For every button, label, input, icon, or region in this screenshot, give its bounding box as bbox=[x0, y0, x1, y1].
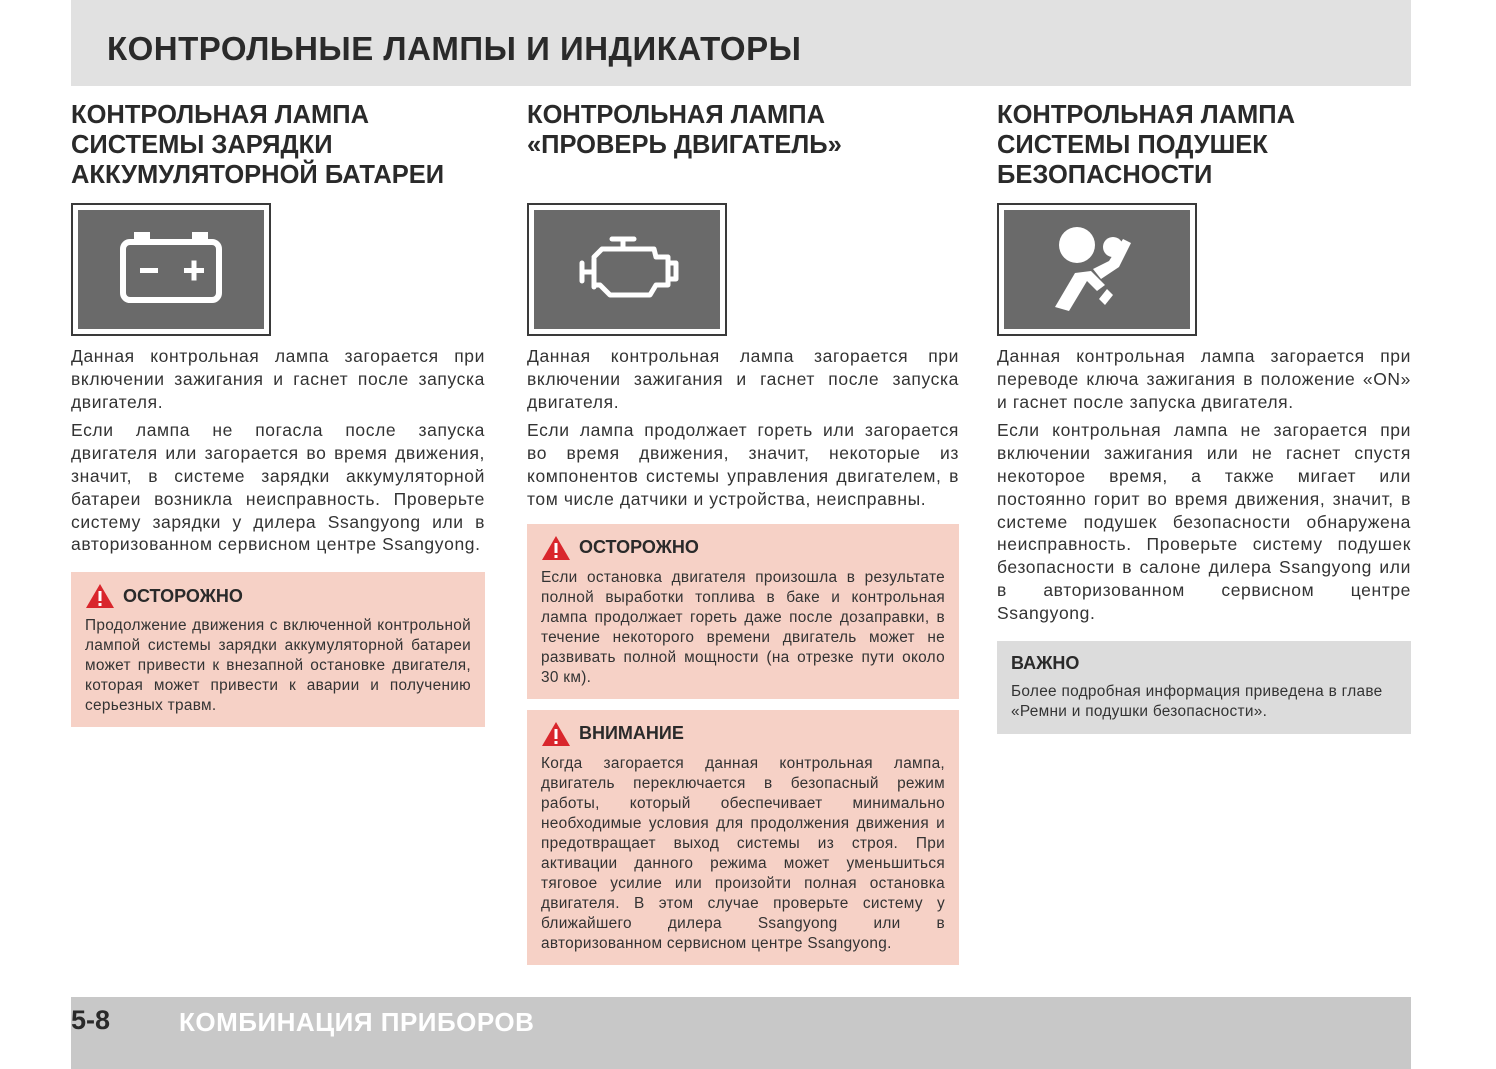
description-text: Если лампа продолжает гореть или загорается во время движения, значит, некоторые из компонентов системы управления двигателем, в том числе датчики и устройства, неисправны. bbox=[527, 420, 959, 509]
description-text: Если лампа не погасла после запуска двигателя или загорается во время движения, значит, в системе зарядки аккумуляторной батареи возникла неисправность. Проверьте систему зарядки у дилера Ssangyong или в авторизованном сервисном центре Ssangyong. bbox=[71, 420, 485, 555]
battery-icon bbox=[116, 230, 226, 310]
caution-text: Если остановка двигателя произошла в результате полной выработки топлива в баке и контрольная лампа продолжает гореть даже после дозаправки, в течение некоторого времени двигатель может не развивать полной мощности (на отрезке пути около 30 км). bbox=[541, 568, 945, 686]
column-airbag bbox=[997, 100, 1411, 734]
column-check-engine bbox=[527, 100, 959, 965]
page-title: КОНТРОЛЬНЫЕ ЛАМПЫ И ИНДИКАТОРЫ bbox=[107, 30, 802, 67]
airbag-icon bbox=[1047, 225, 1147, 315]
page-header bbox=[71, 0, 1411, 86]
caution-text: Продолжение движения с включенной контрольной лампой системы зарядки аккумуляторной батареи может привести к внезапной остановке двигателя, которая может привести к аварии и получению серьезных травм. bbox=[85, 617, 471, 715]
warning-triangle-icon bbox=[85, 583, 115, 609]
description-text: Если контрольная лампа не загорается при включении зажигания или не гаснет спустя некоторое время, а также мигает или постоянно горит во время движения, значит, в системе подушек безопасности обнаружена неисправность. Проверьте систему подушек безопасности в салоне дилера Ssangyong или в авторизованном сервисном центре Ssangyong. bbox=[997, 420, 1411, 623]
attention-box bbox=[527, 710, 959, 965]
page-number: 5-8 bbox=[71, 1005, 111, 1035]
important-box bbox=[997, 641, 1411, 734]
description-text: Данная контрольная лампа загорается при включении зажигания и гаснет после запуска двигателя. bbox=[71, 346, 485, 412]
indicator-frame bbox=[997, 203, 1197, 336]
attention-title: ВНИМАНИЕ bbox=[579, 723, 684, 744]
section-title: КОНТРОЛЬНАЯ ЛАМПА СИСТЕМЫ ПОДУШЕК БЕЗОПАСНОСТИ bbox=[997, 101, 1296, 189]
caution-box bbox=[527, 524, 959, 699]
description-text: Данная контрольная лампа загорается при включении зажигания и гаснет после запуска двигателя. bbox=[527, 346, 959, 412]
attention-text: Когда загорается данная контрольная лампа, двигатель переключается в безопасный режим работы, который обеспечивает минимально необходимые условия для продолжения движения и предотвращает выход системы из строя. При активации данного режима может уменьшиться тяговое усилие или произойти полная остановка двигателя. В этом случае проверьте систему у ближайшего дилера Ssangyong или в авторизованном сервисном центре Ssangyong. bbox=[541, 754, 945, 952]
important-text: Более подробная информация приведена в главе «Ремни и подушки безопасности». bbox=[1011, 682, 1383, 720]
important-title: ВАЖНО bbox=[1011, 652, 1080, 673]
page-footer bbox=[71, 997, 1411, 1069]
indicator-frame bbox=[527, 203, 727, 336]
description-text: Данная контрольная лампа загорается при переводе ключа зажигания в положение «ON» и гаснет после запуска двигателя. bbox=[997, 346, 1411, 412]
caution-title: ОСТОРОЖНО bbox=[123, 585, 243, 606]
caution-title: ОСТОРОЖНО bbox=[579, 537, 699, 558]
warning-triangle-icon bbox=[541, 721, 571, 747]
engine-icon bbox=[572, 235, 682, 305]
caution-box bbox=[71, 572, 485, 727]
section-title: КОНТРОЛЬНАЯ ЛАМПА СИСТЕМЫ ЗАРЯДКИ АККУМУЛЯТОРНОЙ БАТАРЕИ bbox=[71, 101, 445, 189]
warning-triangle-icon bbox=[541, 535, 571, 561]
chapter-name: КОМБИНАЦИЯ ПРИБОРОВ bbox=[179, 1007, 535, 1037]
indicator-frame bbox=[71, 203, 271, 336]
column-battery bbox=[71, 100, 485, 727]
section-title: КОНТРОЛЬНАЯ ЛАМПА «ПРОВЕРЬ ДВИГАТЕЛЬ» bbox=[527, 101, 842, 159]
